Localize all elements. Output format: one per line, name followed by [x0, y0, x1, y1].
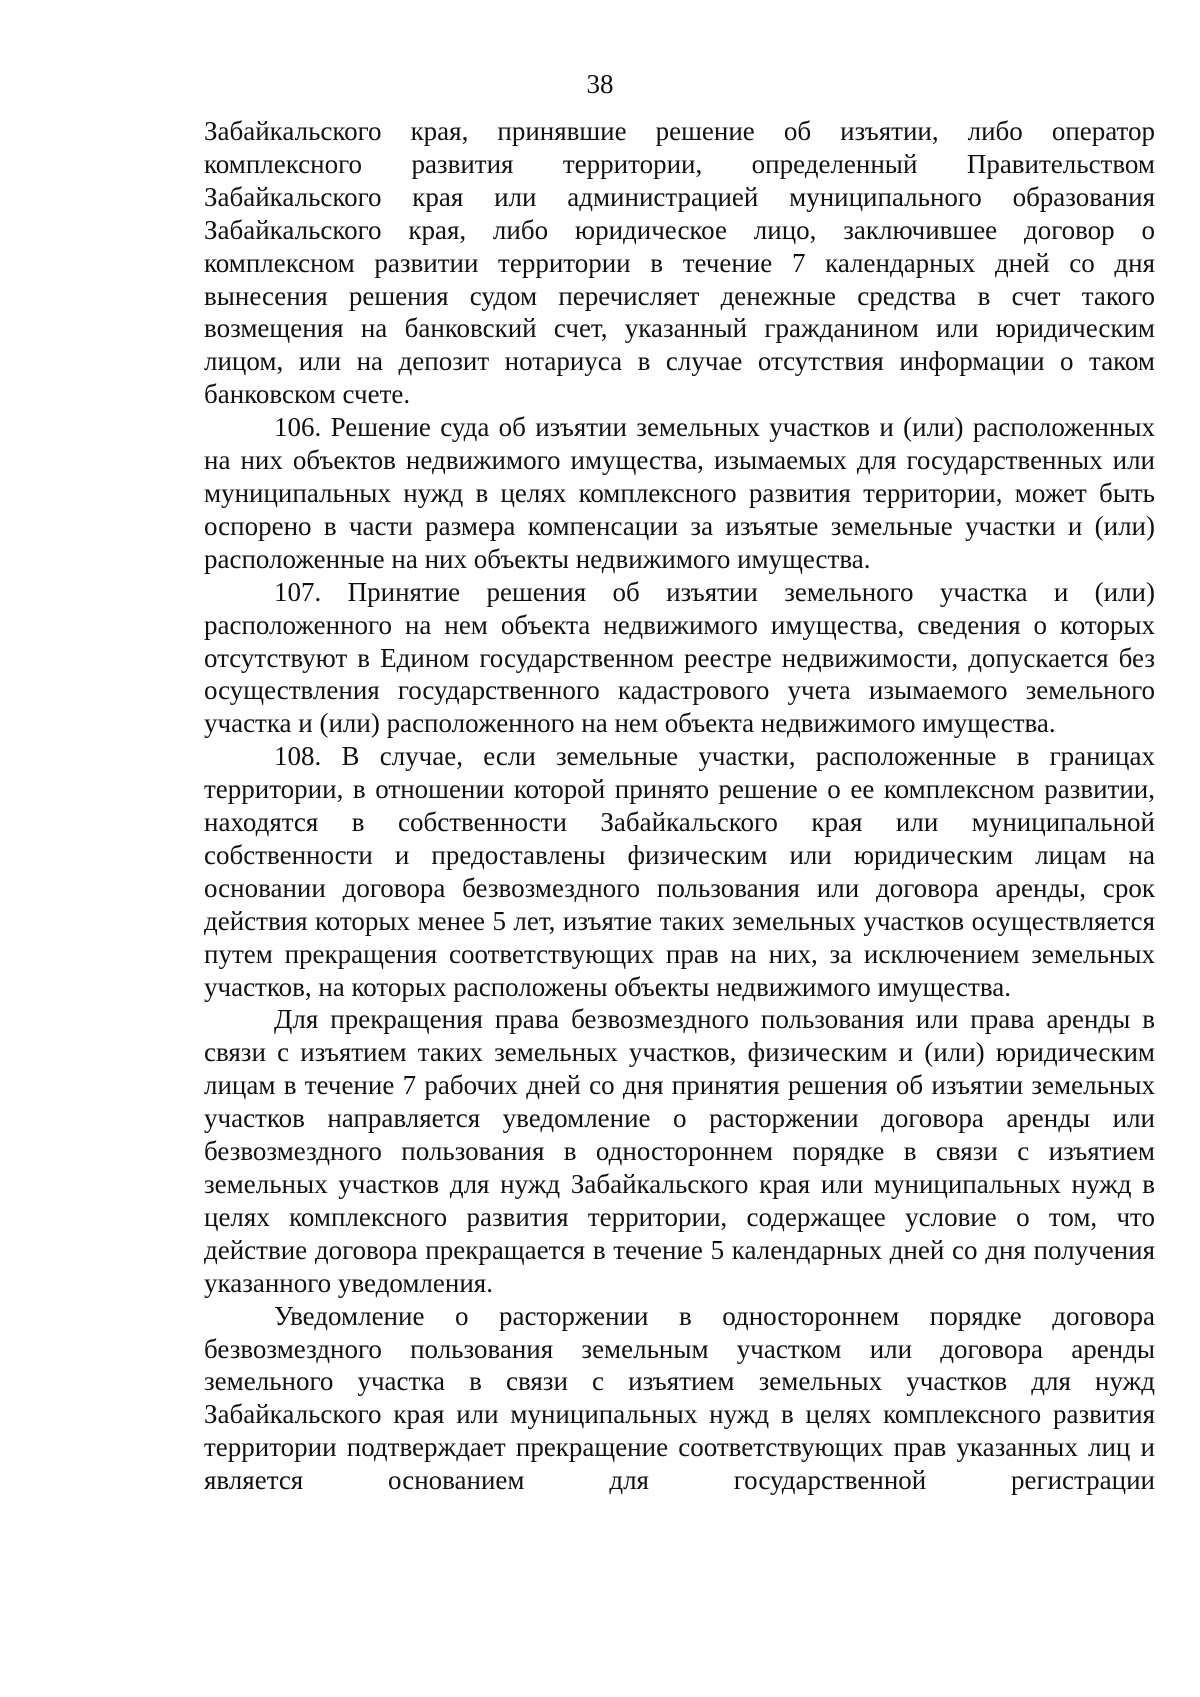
paragraph-lease-termination: Для прекращения права безвозмездного пользования или права аренды в связи с изъятием таких земельных участков, физическим и (или) юридическим лицам в течение 7 рабочих дней со дня принятия решения об изъятии земельных участков направляется уведомление о расторжении договора аренды или безвозмездного пользования в одностороннем порядке в связи с изъятием земельных участков для нужд Забайкальского края или муниципальных нужд в целях комплексного развития территории, содержащее условие о том, что действие договора прекращается в течение 5 календарных дней со дня получения указанного уведомления.: [204, 1004, 1155, 1298]
paragraph-notification: Уведомление о расторжении в одностороннем порядке договора безвозмездного пользования земельным участком или договора аренды земельного участка в связи с изъятием земельных участков для нужд Забайкальского края или муниципальных нужд в целях комплексного развития территории подтверждает прекращение соответствующих прав указанных лиц и является основанием для государственной регистрации: [204, 1300, 1155, 1496]
paragraph-106: 106. Решение суда об изъятии земельных участков и (или) расположенных на них объектов недвижимого имущества, изымаемых для государственных или муниципальных нужд в целях комплексного развития территории, может быть оспорено в части размера компенсации за изъятые земельные участки и (или) расположенные на них объекты недвижимого имущества.: [204, 412, 1155, 574]
page-number: 38: [586, 69, 614, 99]
paragraph-107: 107. Принятие решения об изъятии земельного участка и (или) расположенного на нем объекта недвижимого имущества, сведения о которых отсутствуют в Едином государственном реестре недвижимости, допускается без осуществления государственного кадастрового учета изымаемого земельного участка и (или) расположенного на нем объекта недвижимого имущества.: [204, 576, 1155, 739]
paragraph-108: 108. В случае, если земельные участки, расположенные в границах территории, в отношении которой принято решение о ее комплексном развитии, находятся в собственности Забайкальского края или муниципальной собственности и предоставлены физическим или юридическим лицам на основании договора безвозмездного пользования или договора аренды, срок действия которых менее 5 лет, изъятие таких земельных участков осуществляется путем прекращения соответствующих прав на них, за исключением земельных участков, на которых расположены объекты недвижимого имущества.: [204, 741, 1155, 1002]
paragraph-continuation: Забайкальского края, принявшие решение об изъятии, либо оператор комплексного развития территории, определенный Правительством Забайкальского края или администрацией муниципального образования Забайкальского края, либо юридическое лицо, заключившее договор о комплексном развитии территории в течение 7 календарных дней со дня вынесения решения судом перечисляет денежные средства в счет такого возмещения на банковский счет, указанный гражданином или юридическим лицом, или на депозит нотариуса в случае отсутствия информации о таком банковском счете.: [204, 116, 1155, 410]
document-body: [204, 115, 1155, 1497]
